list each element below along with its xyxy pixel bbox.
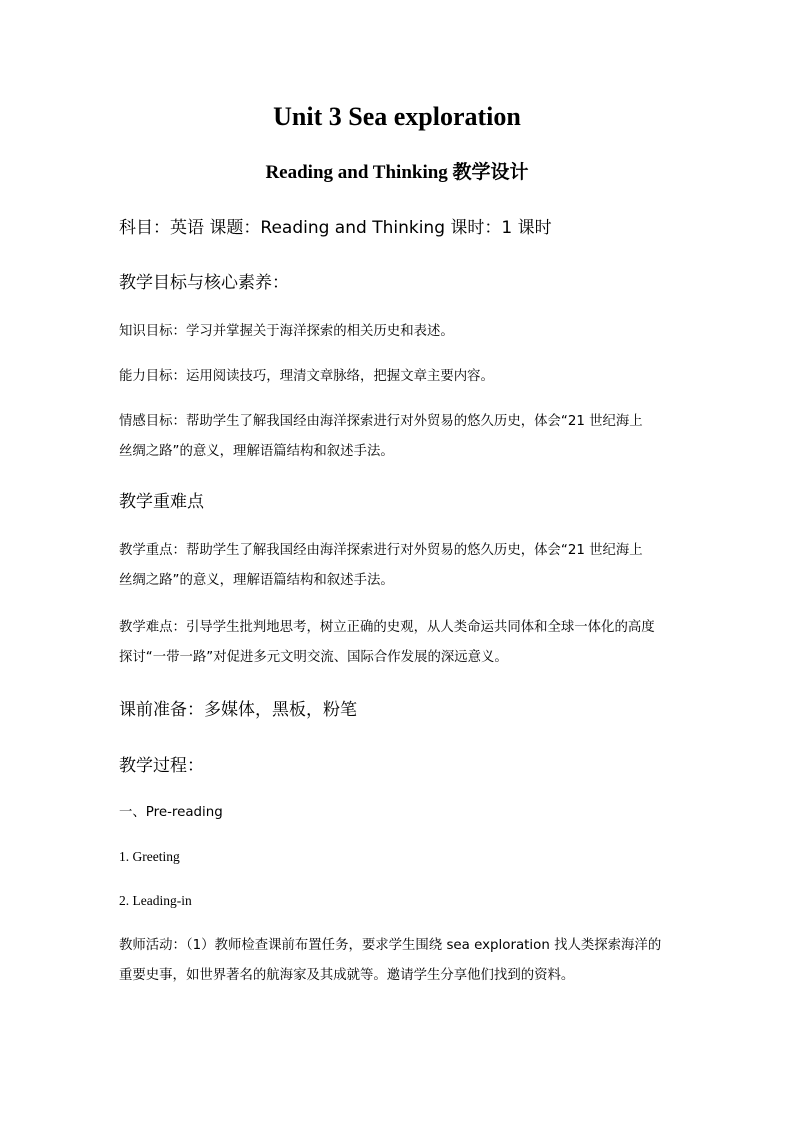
difficulty-line-1: 教学难点：引导学生批判地思考，树立正确的史观，从人类命运共同体和全球一体化的高度 (119, 620, 655, 635)
key-point-line-1: 教学重点：帮助学生了解我国经由海洋探索进行对外贸易的悠久历史，体会“21 世纪海上 (119, 543, 643, 558)
prep-line: 课前准备：多媒体，黑板，粉笔 (119, 700, 357, 720)
difficulty-line-2: 探讨“一带一路”对促进多元文明交流、国际合作发展的深远意义。 (119, 650, 508, 665)
goal-emotion-line-1: 情感目标：帮助学生了解我国经由海洋探索进行对外贸易的悠久历史，体会“21 世纪海上 (119, 414, 643, 429)
goals-heading: 教学目标与核心素养： (119, 273, 289, 293)
step-pre-reading: 一、Pre-reading (119, 805, 223, 820)
key-point-line-2: 丝绸之路”的意义，理解语篇结构和叙述手法。 (119, 573, 394, 588)
key-difficulty-heading: 教学重难点 (119, 492, 204, 512)
step-greeting: 1. Greeting (119, 849, 180, 864)
step-leading-in: 2. Leading-in (119, 893, 192, 908)
teacher-activity-line-1: 教师活动：（1）教师检查课前布置任务，要求学生围绕 sea exploration 找人类探索海洋的 (119, 938, 662, 953)
info-line: 科目：英语 课题：Reading and Thinking 课时：1 课时 (119, 218, 552, 238)
process-heading: 教学过程： (119, 756, 204, 776)
goal-ability: 能力目标：运用阅读技巧，理清文章脉络，把握文章主要内容。 (119, 369, 494, 384)
document-subtitle: Reading and Thinking 教学设计 (265, 162, 529, 183)
goal-emotion-line-2: 丝绸之路”的意义，理解语篇结构和叙述手法。 (119, 444, 394, 459)
teacher-activity-line-2: 重要史事，如世界著名的航海家及其成就等。邀请学生分享他们找到的资料。 (119, 968, 575, 983)
goal-knowledge: 知识目标：学习并掌握关于海洋探索的相关历史和表述。 (119, 324, 454, 339)
document-title: Unit 3 Sea exploration (273, 102, 521, 131)
